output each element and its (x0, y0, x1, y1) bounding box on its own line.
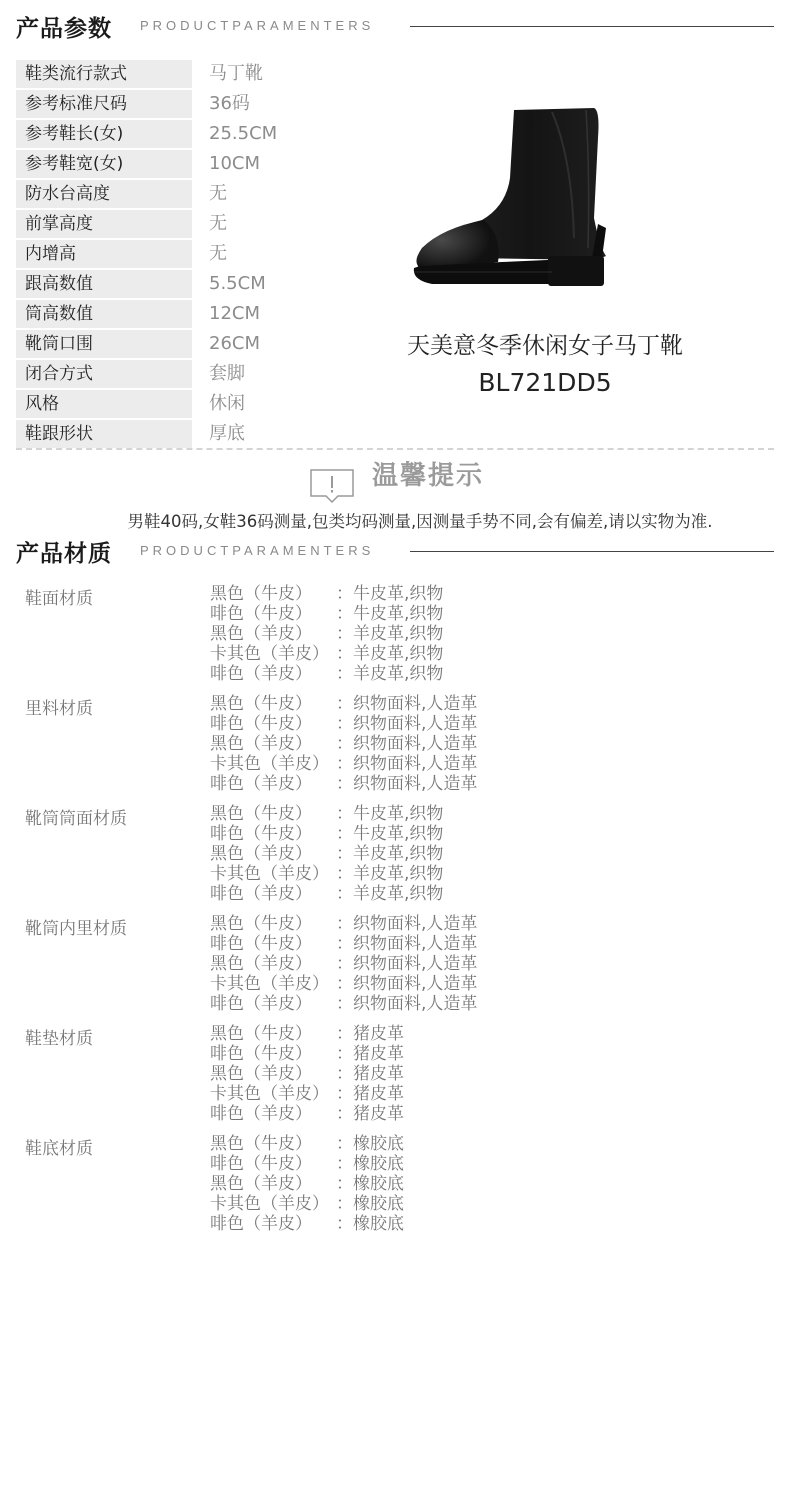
param-row (16, 270, 396, 298)
material-value: ：牛皮革,织物 (336, 804, 444, 824)
param-value: 25.5CM (209, 123, 278, 144)
param-row (16, 150, 396, 178)
param-label: 参考鞋长(女) (16, 120, 192, 148)
material-color: 黑色（羊皮） (210, 1174, 312, 1194)
material-label: 鞋垫材质 (25, 1029, 93, 1049)
material-color: 啡色（牛皮） (210, 1044, 312, 1064)
param-label: 跟高数值 (16, 270, 192, 298)
material-label: 鞋面材质 (25, 589, 93, 609)
material-color: 卡其色（羊皮） (210, 754, 329, 774)
material-value: ：猪皮革 (336, 1104, 404, 1124)
section-divider (410, 551, 774, 552)
section-title: 产品材质 (16, 541, 112, 567)
material-color: 啡色（牛皮） (210, 1154, 312, 1174)
material-color: 啡色（羊皮） (210, 994, 312, 1014)
param-label: 筒高数值 (16, 300, 192, 328)
material-color: 黑色（牛皮） (210, 1134, 312, 1154)
section-subtitle: PRODUCTPARAMENTERS (140, 18, 375, 33)
material-color: 啡色（羊皮） (210, 1104, 312, 1124)
material-value: ：猪皮革 (336, 1064, 404, 1084)
material-value: ：橡胶底 (336, 1214, 404, 1234)
material-color: 黑色（牛皮） (210, 584, 312, 604)
material-value: ：羊皮革,织物 (336, 884, 444, 904)
material-color: 黑色（牛皮） (210, 1024, 312, 1044)
material-color: 黑色（牛皮） (210, 914, 312, 934)
material-value: ：织物面料,人造革 (336, 914, 478, 934)
param-label: 风格 (16, 390, 192, 418)
material-value: ：织物面料,人造革 (336, 974, 478, 994)
section-header-params (16, 10, 774, 42)
param-label: 前掌高度 (16, 210, 192, 238)
material-color: 啡色（羊皮） (210, 1214, 312, 1234)
material-color: 黑色（羊皮） (210, 844, 312, 864)
param-label: 鞋跟形状 (16, 420, 192, 448)
material-value: ：羊皮革,织物 (336, 624, 444, 644)
product-name: 天美意冬季休闲女子马丁靴 (407, 333, 683, 359)
param-value: 5.5CM (209, 273, 266, 294)
param-value: 厚底 (209, 423, 245, 444)
material-color: 啡色（羊皮） (210, 664, 312, 684)
material-color: 卡其色（羊皮） (210, 1194, 329, 1214)
notice-title: 温馨提示 (372, 461, 485, 491)
param-label: 参考标准尺码 (16, 90, 192, 118)
param-row (16, 420, 396, 448)
material-value: ：织物面料,人造革 (336, 734, 478, 754)
material-value: ：橡胶底 (336, 1134, 404, 1154)
param-value: 马丁靴 (209, 63, 263, 84)
section-divider (410, 26, 774, 27)
material-value: ：牛皮革,织物 (336, 584, 444, 604)
param-label: 参考鞋宽(女) (16, 150, 192, 178)
param-row (16, 90, 396, 118)
param-value: 无 (209, 213, 227, 234)
material-value: ：织物面料,人造革 (336, 934, 478, 954)
material-label: 里料材质 (25, 699, 93, 719)
material-value: ：牛皮革,织物 (336, 824, 444, 844)
material-value: ：织物面料,人造革 (336, 694, 478, 714)
param-label: 靴筒口围 (16, 330, 192, 358)
section-subtitle: PRODUCTPARAMENTERS (140, 543, 375, 558)
exclamation-icon (310, 469, 354, 503)
dashed-divider (16, 448, 774, 450)
param-row (16, 180, 396, 208)
material-color: 黑色（牛皮） (210, 804, 312, 824)
material-value: ：羊皮革,织物 (336, 844, 444, 864)
material-value: ：羊皮革,织物 (336, 644, 444, 664)
material-color: 黑色（羊皮） (210, 954, 312, 974)
param-value: 休闲 (209, 393, 245, 414)
section-header-materials (16, 535, 774, 567)
param-row (16, 390, 396, 418)
material-value: ：织物面料,人造革 (336, 714, 478, 734)
param-value: 10CM (209, 153, 261, 174)
material-value: ：织物面料,人造革 (336, 994, 478, 1014)
material-color: 黑色（羊皮） (210, 624, 312, 644)
param-label: 鞋类流行款式 (16, 60, 192, 88)
param-value: 12CM (209, 303, 261, 324)
material-color: 黑色（牛皮） (210, 694, 312, 714)
param-value: 26CM (209, 333, 261, 354)
material-color: 黑色（羊皮） (210, 1064, 312, 1084)
material-color: 啡色（牛皮） (210, 824, 312, 844)
material-color: 啡色（牛皮） (210, 604, 312, 624)
material-color: 卡其色（羊皮） (210, 974, 329, 994)
param-row (16, 240, 396, 268)
material-label: 鞋底材质 (25, 1139, 93, 1159)
material-label: 靴筒内里材质 (25, 919, 127, 939)
material-value: ：羊皮革,织物 (336, 664, 444, 684)
param-row (16, 330, 396, 358)
material-value: ：橡胶底 (336, 1174, 404, 1194)
material-value: ：猪皮革 (336, 1024, 404, 1044)
param-label: 防水台高度 (16, 180, 192, 208)
param-label: 内增高 (16, 240, 192, 268)
material-color: 卡其色（羊皮） (210, 644, 329, 664)
boot-image (402, 98, 620, 298)
material-value: ：橡胶底 (336, 1194, 404, 1214)
param-value: 无 (209, 243, 227, 264)
param-value: 无 (209, 183, 227, 204)
material-value: ：猪皮革 (336, 1084, 404, 1104)
param-row (16, 300, 396, 328)
material-value: ：羊皮革,织物 (336, 864, 444, 884)
material-value: ：猪皮革 (336, 1044, 404, 1064)
material-value: ：织物面料,人造革 (336, 774, 478, 794)
material-color: 卡其色（羊皮） (210, 864, 329, 884)
material-value: ：牛皮革,织物 (336, 604, 444, 624)
material-value: ：织物面料,人造革 (336, 954, 478, 974)
material-color: 啡色（羊皮） (210, 884, 312, 904)
section-title: 产品参数 (16, 16, 112, 42)
material-label: 靴筒筒面材质 (25, 809, 127, 829)
material-value: ：织物面料,人造革 (336, 754, 478, 774)
notice-text: 男鞋40码,女鞋36码测量,包类均码测量,因测量手势不同,会有偏差,请以实物为准. (127, 512, 713, 531)
param-label: 闭合方式 (16, 360, 192, 388)
param-row (16, 60, 396, 88)
material-color: 卡其色（羊皮） (210, 1084, 329, 1104)
param-row (16, 360, 396, 388)
material-color: 啡色（羊皮） (210, 774, 312, 794)
param-row (16, 120, 396, 148)
material-color: 啡色（牛皮） (210, 934, 312, 954)
param-value: 套脚 (209, 363, 245, 384)
material-color: 啡色（牛皮） (210, 714, 312, 734)
product-code: BL721DD5 (478, 368, 612, 397)
material-color: 黑色（羊皮） (210, 734, 312, 754)
material-value: ：橡胶底 (336, 1154, 404, 1174)
param-row (16, 210, 396, 238)
param-value: 36码 (209, 93, 250, 114)
